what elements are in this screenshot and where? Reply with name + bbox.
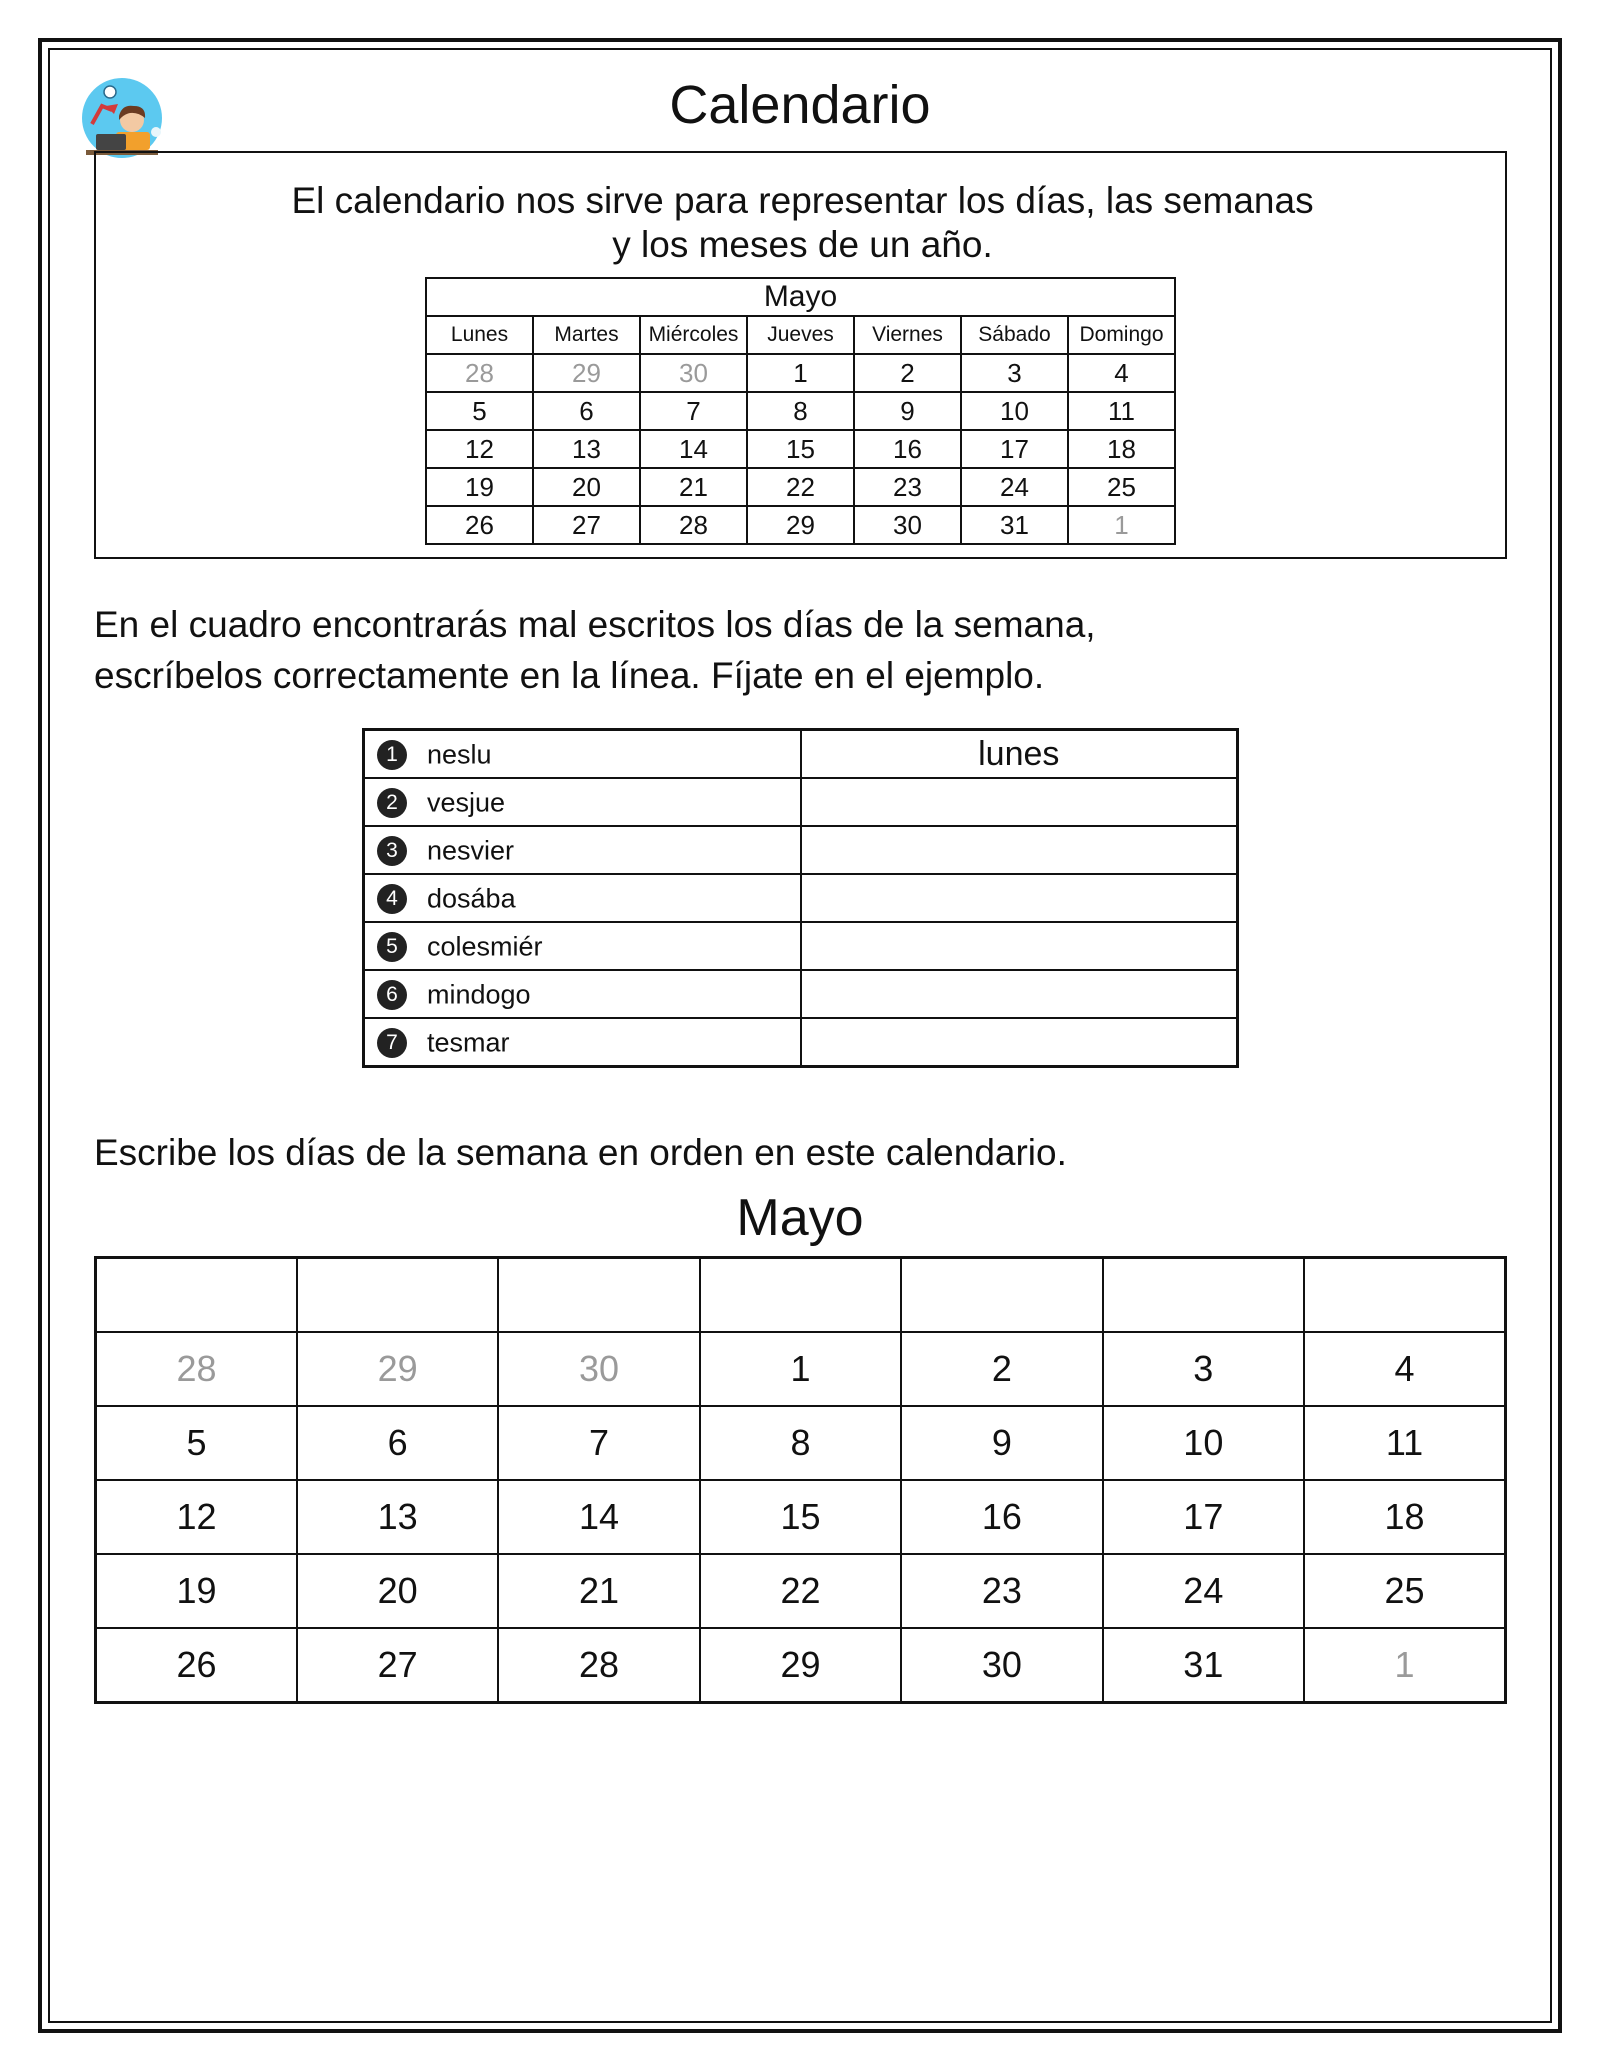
calendar-day-cell: 28 — [498, 1628, 699, 1703]
calendar-day-cell: 25 — [1068, 468, 1175, 506]
word-row — [364, 922, 1238, 970]
answer-cell[interactable] — [801, 922, 1238, 970]
calendar-day-cell: 23 — [901, 1554, 1102, 1628]
item-number-badge: 5 — [377, 932, 407, 962]
weekday-header: Lunes — [426, 316, 533, 354]
calendar-day-cell: 16 — [854, 430, 961, 468]
calendar-day-cell: 20 — [297, 1554, 498, 1628]
weekday-header: Domingo — [1068, 316, 1175, 354]
calendar-day-cell: 11 — [1068, 392, 1175, 430]
calendar-day-cell: 5 — [96, 1406, 297, 1480]
word-row — [364, 778, 1238, 826]
scrambled-word: tesmar — [427, 1027, 510, 1058]
calendar-day-cell: 30 — [640, 354, 747, 392]
item-number-badge: 3 — [377, 836, 407, 866]
exercise-calendar — [94, 1256, 1507, 1704]
answer-cell[interactable] — [801, 970, 1238, 1018]
calendar-day-cell: 7 — [498, 1406, 699, 1480]
calendar-day-cell: 12 — [426, 430, 533, 468]
intro-text — [96, 179, 1509, 267]
calendar-day-cell: 30 — [854, 506, 961, 544]
scrambled-word-cell — [364, 922, 801, 970]
scrambled-word: vesjue — [427, 787, 506, 818]
exercise-1-line-1: En el cuadro encontrarás mal escritos los días de la semana, — [94, 604, 1096, 645]
calendar-day-cell: 27 — [533, 506, 640, 544]
calendar-day-cell: 30 — [498, 1332, 699, 1406]
weekday-header: Martes — [533, 316, 640, 354]
scrambled-word-cell — [364, 826, 801, 874]
word-row — [364, 1018, 1238, 1067]
scrambled-word: mindogo — [427, 979, 531, 1010]
calendar-day-cell: 1 — [700, 1332, 901, 1406]
calendar-day-cell: 10 — [961, 392, 1068, 430]
calendar-day-cell: 1 — [1304, 1628, 1505, 1703]
calendar-day-cell: 3 — [961, 354, 1068, 392]
weekday-header: Miércoles — [640, 316, 747, 354]
calendar-day-cell: 5 — [426, 392, 533, 430]
calendar-day-cell: 25 — [1304, 1554, 1505, 1628]
item-number-badge: 2 — [377, 788, 407, 818]
weekday-header: Viernes — [854, 316, 961, 354]
calendar-day-cell: 30 — [901, 1628, 1102, 1703]
calendar-day-cell: 18 — [1068, 430, 1175, 468]
calendar-day-cell: 6 — [297, 1406, 498, 1480]
calendar-week-row — [426, 468, 1175, 506]
weekday-answer-cell[interactable] — [297, 1258, 498, 1333]
intro-line-1: El calendario nos sirve para representar los días, las semanas — [291, 180, 1314, 221]
calendar-day-cell: 19 — [426, 468, 533, 506]
word-row — [364, 874, 1238, 922]
scrambled-words-table — [362, 728, 1239, 1068]
calendar-day-cell: 24 — [961, 468, 1068, 506]
answer-cell[interactable]: lunes — [801, 730, 1238, 779]
calendar-day-cell: 12 — [96, 1480, 297, 1554]
calendar-week-row — [426, 506, 1175, 544]
scrambled-word-cell — [364, 874, 801, 922]
calendar-day-cell: 2 — [854, 354, 961, 392]
calendar-day-cell: 6 — [533, 392, 640, 430]
calendar-day-cell: 3 — [1103, 1332, 1304, 1406]
calendar-day-cell: 8 — [747, 392, 854, 430]
calendar-day-cell: 29 — [297, 1332, 498, 1406]
exercise-1-instructions — [94, 599, 1096, 701]
scrambled-word: dosába — [427, 883, 516, 914]
weekday-header: Jueves — [747, 316, 854, 354]
calendar-day-cell: 15 — [700, 1480, 901, 1554]
calendar-day-cell: 17 — [1103, 1480, 1304, 1554]
calendar-day-cell: 26 — [426, 506, 533, 544]
calendar-day-cell: 9 — [854, 392, 961, 430]
calendar-day-cell: 22 — [747, 468, 854, 506]
weekday-header: Sábado — [961, 316, 1068, 354]
calendar-day-cell: 28 — [426, 354, 533, 392]
page-title: Calendario — [669, 75, 931, 135]
calendar-day-cell: 20 — [533, 468, 640, 506]
reference-calendar-month: Mayo — [426, 278, 1175, 316]
item-number-badge: 4 — [377, 884, 407, 914]
exercise-2-instruction: Escribe los días de la semana en orden en este calendario. — [94, 1132, 1067, 1173]
scrambled-word-cell — [364, 730, 801, 779]
calendar-day-cell: 1 — [1068, 506, 1175, 544]
calendar-day-cell: 28 — [640, 506, 747, 544]
weekday-answer-cell[interactable] — [96, 1258, 297, 1333]
calendar-day-cell: 18 — [1304, 1480, 1505, 1554]
calendar-day-cell: 28 — [96, 1332, 297, 1406]
calendar-day-cell: 31 — [1103, 1628, 1304, 1703]
calendar-day-cell: 24 — [1103, 1554, 1304, 1628]
intro-line-2: y los meses de un año. — [612, 224, 993, 265]
calendar-day-cell: 2 — [901, 1332, 1102, 1406]
calendar-day-cell: 26 — [96, 1628, 297, 1703]
calendar-week-row — [426, 430, 1175, 468]
calendar-day-cell: 27 — [297, 1628, 498, 1703]
calendar-day-cell: 15 — [747, 430, 854, 468]
calendar-day-cell: 4 — [1304, 1332, 1505, 1406]
weekday-answer-cell[interactable] — [1103, 1258, 1304, 1333]
calendar-day-cell: 16 — [901, 1480, 1102, 1554]
calendar-week-row — [96, 1406, 1506, 1480]
calendar-day-cell: 31 — [961, 506, 1068, 544]
calendar-day-cell: 29 — [747, 506, 854, 544]
calendar-day-cell: 13 — [297, 1480, 498, 1554]
calendar-day-cell: 22 — [700, 1554, 901, 1628]
word-row — [364, 826, 1238, 874]
weekday-answer-cell[interactable] — [1304, 1258, 1505, 1333]
weekday-answer-cell[interactable] — [498, 1258, 699, 1333]
calendar-day-cell: 8 — [700, 1406, 901, 1480]
calendar-week-row — [426, 354, 1175, 392]
calendar-week-row — [96, 1554, 1506, 1628]
answer-cell[interactable] — [801, 874, 1238, 922]
exercise-calendar-month: Mayo — [736, 1189, 864, 1247]
exercise-1-line-2: escríbelos correctamente en la línea. Fíjate en el ejemplo. — [94, 655, 1045, 696]
calendar-day-cell: 1 — [747, 354, 854, 392]
reference-calendar — [425, 277, 1176, 545]
item-number-badge: 6 — [377, 980, 407, 1010]
scrambled-word: nesvier — [427, 835, 515, 866]
calendar-day-cell: 9 — [901, 1406, 1102, 1480]
answer-cell[interactable] — [801, 1018, 1238, 1067]
calendar-day-cell: 21 — [640, 468, 747, 506]
scrambled-word-cell — [364, 1018, 801, 1067]
scrambled-word-cell — [364, 970, 801, 1018]
scrambled-word-cell — [364, 778, 801, 826]
calendar-day-cell: 29 — [700, 1628, 901, 1703]
answer-cell[interactable] — [801, 826, 1238, 874]
item-number-badge: 1 — [377, 740, 407, 770]
calendar-week-row — [426, 392, 1175, 430]
weekday-answer-cell[interactable] — [901, 1258, 1102, 1333]
word-row — [364, 970, 1238, 1018]
calendar-day-cell: 11 — [1304, 1406, 1505, 1480]
answer-cell[interactable] — [801, 778, 1238, 826]
weekday-answer-cell[interactable] — [700, 1258, 901, 1333]
calendar-day-cell: 14 — [640, 430, 747, 468]
calendar-day-cell: 23 — [854, 468, 961, 506]
scrambled-word: neslu — [427, 739, 492, 770]
scrambled-word: colesmiér — [427, 931, 543, 962]
calendar-week-row — [96, 1628, 1506, 1703]
calendar-day-cell: 7 — [640, 392, 747, 430]
calendar-day-cell: 14 — [498, 1480, 699, 1554]
calendar-day-cell: 13 — [533, 430, 640, 468]
calendar-week-row — [96, 1480, 1506, 1554]
calendar-day-cell: 19 — [96, 1554, 297, 1628]
item-number-badge: 7 — [377, 1028, 407, 1058]
calendar-week-row — [96, 1332, 1506, 1406]
calendar-day-cell: 29 — [533, 354, 640, 392]
calendar-day-cell: 10 — [1103, 1406, 1304, 1480]
calendar-day-cell: 21 — [498, 1554, 699, 1628]
calendar-day-cell: 4 — [1068, 354, 1175, 392]
calendar-day-cell: 17 — [961, 430, 1068, 468]
word-row — [364, 730, 1238, 779]
weekday-answer-row — [96, 1258, 1506, 1333]
